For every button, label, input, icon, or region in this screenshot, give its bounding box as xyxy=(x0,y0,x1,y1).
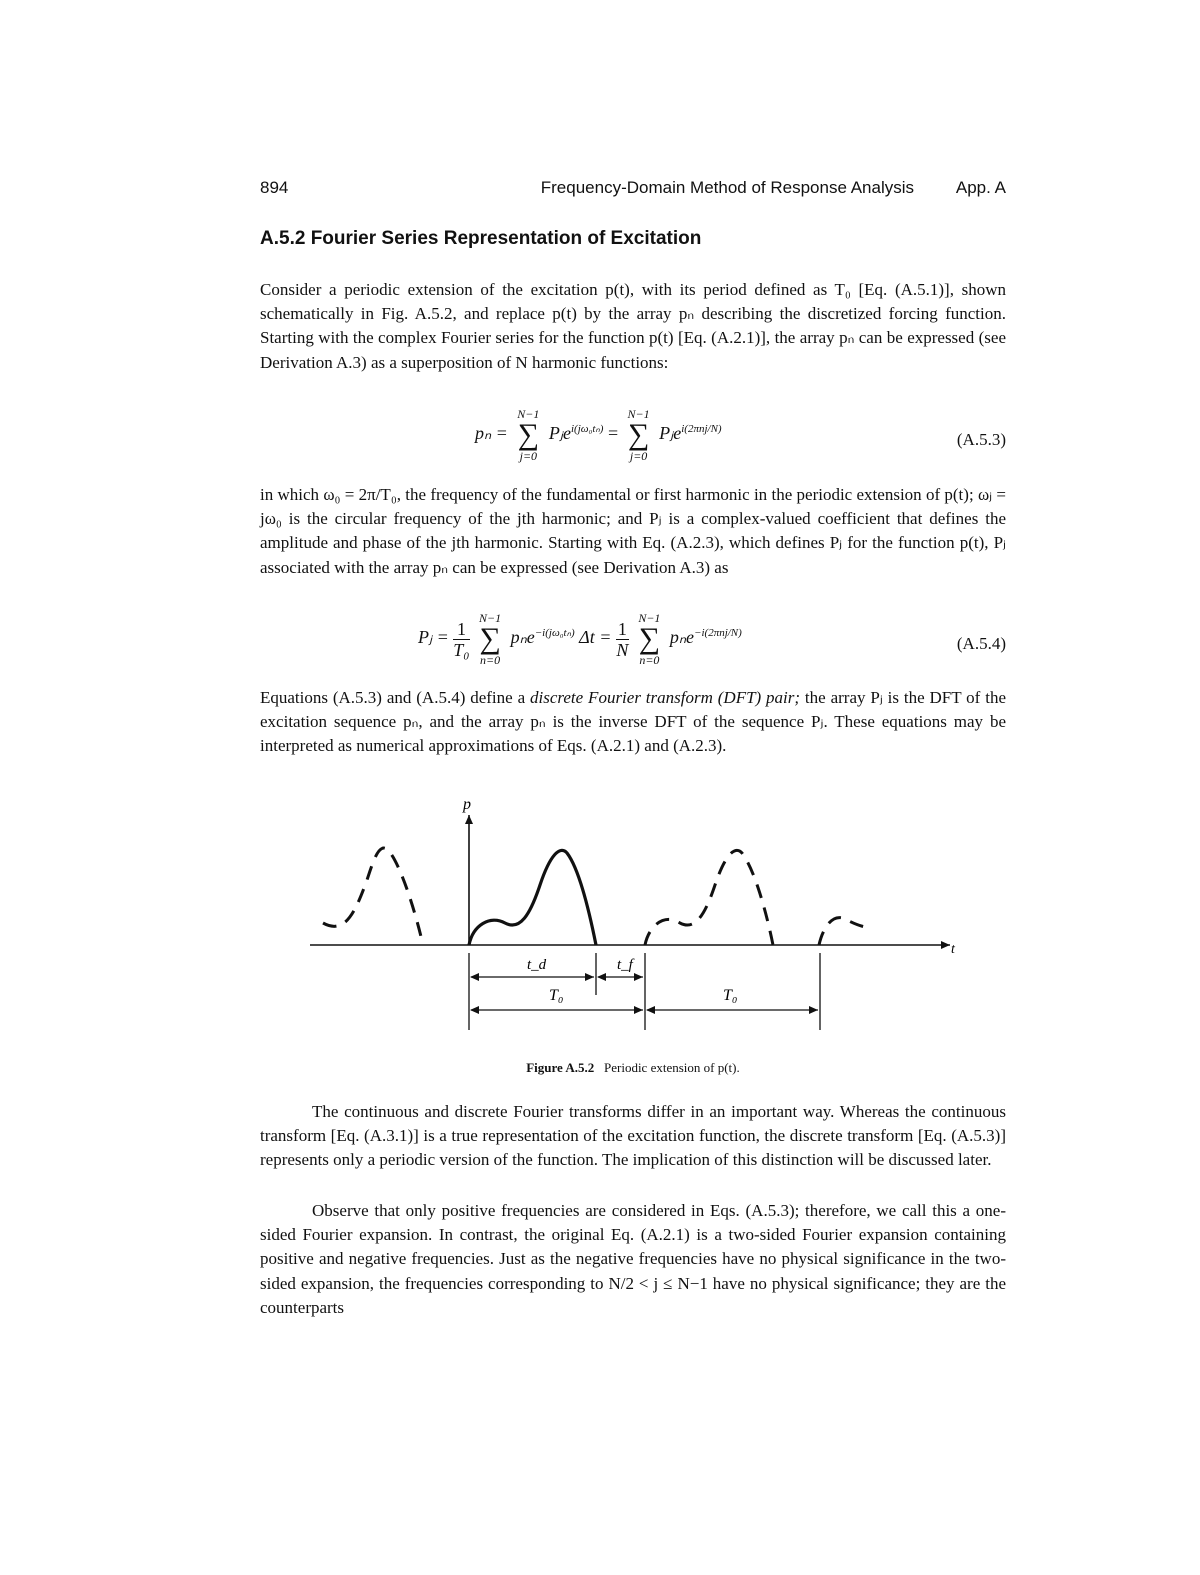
p4-text: The continuous and discrete Fourier transforms differ in an important way. Whereas the continuous transform [Eq. (A.3.1)] is a true representation of the excitation function, the discrete transform [Eq. (A.5.3)] represents only a periodic version of the function. The implication of this distinction will be discussed later. xyxy=(260,1102,1006,1170)
eq1-sum-1 xyxy=(512,408,544,462)
eq2-sum1-upper: N−1 xyxy=(479,611,502,625)
equation-number-a54: (A.5.4) xyxy=(956,634,1006,653)
T0-label-2: T₀ xyxy=(723,987,738,1004)
equation-a54 xyxy=(260,612,1006,672)
eq1-sum1-upper: N−1 xyxy=(517,407,540,421)
figure-a52 xyxy=(305,795,960,1040)
running-title: Frequency-Domain Method of Response Analysis xyxy=(540,178,914,197)
p3-emphasis: discrete Fourier transform (DFT) pair; xyxy=(530,688,801,707)
eq2-sum-2 xyxy=(633,612,665,666)
eq2-frac1-num: 1 xyxy=(453,619,469,640)
sigma-icon: ∑ xyxy=(627,418,650,451)
p-axis-label: p xyxy=(463,796,471,813)
left-dashed-period xyxy=(323,848,423,945)
eq2-sum-1 xyxy=(474,612,506,666)
p3-pre: Equations (A.5.3) and (A.5.4) define a xyxy=(260,688,530,707)
appendix-label: App. A xyxy=(955,178,1006,197)
eq2-lhs: Pⱼ = xyxy=(418,627,449,648)
p3-post: the array Pⱼ is the DFT of the excitation sequence pₙ, and the array pₙ is the inverse DFT of the sequence Pⱼ. These equations may be interpreted as numerical approximations of Eqs. (A.2.1) and (A.2.3). xyxy=(260,688,1006,756)
sigma-icon: ∑ xyxy=(479,622,501,655)
eq2-frac2-num: 1 xyxy=(617,618,627,639)
paragraph-definitions: in which ω₀ = 2π/T₀, the frequency of the fundamental or first harmonic in the periodic extension of p(t); ωⱼ = jω₀ is the circular frequency of the jth harmonic; and Pⱼ is a complex-valued coefficient that defines the amplitude and phase of the jth harmonic. Starting with Eq. (A.2.3), which defines Pⱼ for the function p(t), Pⱼ associated with the array pₙ can be expressed (see Derivation A.3) as xyxy=(260,485,1006,577)
tf-label: t_f xyxy=(617,957,633,973)
equation-number-a53: (A.5.3) xyxy=(956,430,1006,449)
eq1-sum2-lower: j=0 xyxy=(629,449,648,463)
eq2-sum1-lower: n=0 xyxy=(480,653,501,667)
eq2-exp2: −i(2πnj/N) xyxy=(694,627,742,640)
sigma-icon: ∑ xyxy=(517,418,540,451)
eq1-term1: Pⱼe xyxy=(548,423,571,444)
eq1-sum1-lower: j=0 xyxy=(519,449,538,463)
page-number: 894 xyxy=(260,178,289,197)
eq2-frac1-den: T₀ xyxy=(453,639,470,660)
section-title: A.5.2 Fourier Series Representation of Excitation xyxy=(260,228,702,249)
periodic-extension-diagram xyxy=(305,795,960,1040)
eq2-exp1: −i(jω₀tₙ) xyxy=(534,627,575,640)
paragraph-intro: Consider a periodic extension of the excitation p(t), with its period defined as T₀ [Eq. (A.5.1)], shown schematically in Fig. A.5.2, and replace p(t) by the array pₙ describing the discretized forcing function. Starting with the complex Fourier series for the function p(t) [Eq. (A.2.1)], the array pₙ can be expressed (see Derivation A.3) as a superposition of N harmonic functions: xyxy=(260,280,1006,372)
equation-a53 xyxy=(260,408,1006,468)
eq2-dt: Δt = xyxy=(579,627,612,648)
eq2-frac-2 xyxy=(616,619,629,660)
solid-excitation-curve xyxy=(469,850,596,945)
eq1-sum-2 xyxy=(623,408,655,462)
eq2-term1: pₙe xyxy=(510,627,535,648)
paragraph-dft-pair xyxy=(260,686,1006,759)
eq2-sum2-upper: N−1 xyxy=(638,611,661,625)
p5-text: Observe that only positive frequencies are considered in Eqs. (A.5.3); therefore, we call this a one-sided Fourier expansion. In contrast, the original Eq. (A.2.1) is a two-sided Fourier expansion containing positive and negative frequencies. Just as the negative frequencies have no physical significance in the two-sided expansion, the frequencies corresponding to N/2 < j ≤ N−1 have no physical significance; they are the counterparts xyxy=(260,1201,1006,1317)
eq2-frac2-den: N xyxy=(616,639,629,660)
T0-label-1: T₀ xyxy=(549,987,564,1004)
eq2-sum2-lower: n=0 xyxy=(639,653,660,667)
sigma-icon: ∑ xyxy=(638,622,661,655)
td-label: t_d xyxy=(527,957,547,973)
eq1-term2: Pⱼe xyxy=(659,423,682,444)
eq1-equals: = xyxy=(607,423,619,444)
paragraph-one-sided xyxy=(260,1199,1006,1320)
caption-text: Periodic extension of p(t). xyxy=(604,1060,740,1075)
eq1-exp2: i(2πnj/N) xyxy=(681,423,722,436)
far-right-dashed-period xyxy=(819,918,865,945)
figure-caption xyxy=(260,1060,1006,1076)
caption-label: Figure A.5.2 xyxy=(526,1060,595,1075)
eq1-sum2-upper: N−1 xyxy=(627,407,650,421)
eq2-term2: pₙe xyxy=(669,627,695,648)
eq1-lhs: pₙ = xyxy=(475,423,508,444)
eq2-frac-1 xyxy=(453,619,469,660)
eq1-exp1: i(jω₀tₙ) xyxy=(570,423,604,436)
running-header xyxy=(260,178,1006,202)
t-axis-label: t xyxy=(951,942,955,957)
paragraph-continuous-vs-discrete xyxy=(260,1100,1006,1173)
right-dashed-period xyxy=(645,850,773,945)
